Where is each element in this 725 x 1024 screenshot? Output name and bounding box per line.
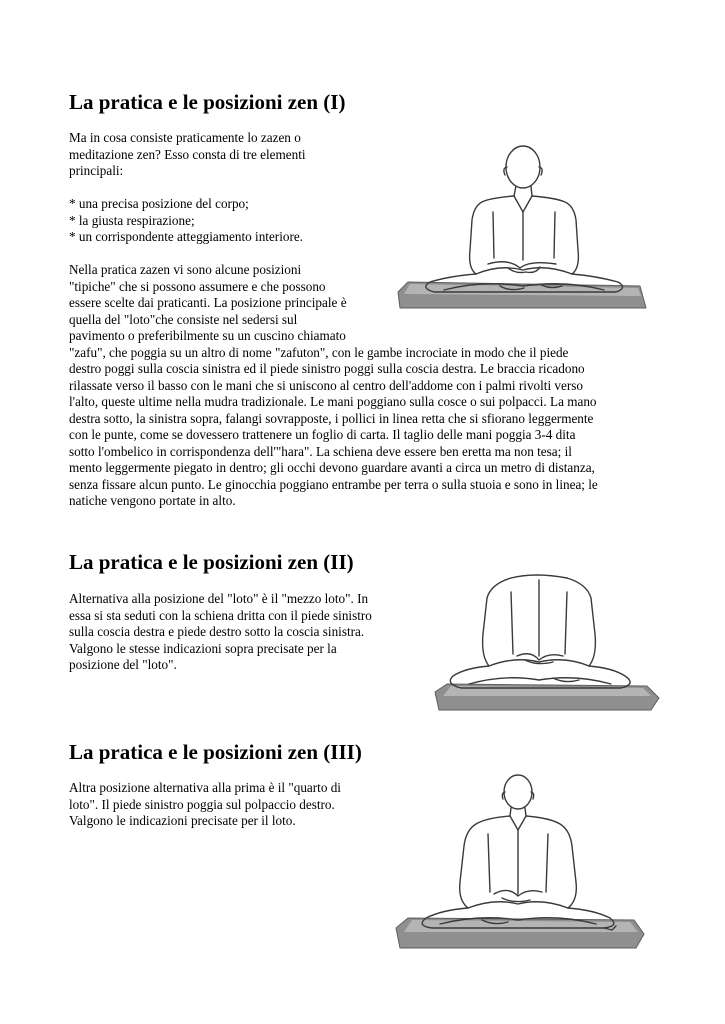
paragraph-line: con le punte, come se dovessero trattenere un foglio di carta. Il taglio delle mani poggia 3-4 dita [69, 427, 576, 442]
paragraph-line: quella del "loto"che consiste nel sedersi sul [69, 311, 298, 327]
paragraph-line: natiche vengono portate in alto. [69, 493, 236, 508]
section-3-body [69, 780, 341, 830]
paragraph-line: l'alto, queste ultime nella mudra tradizionale. Le mani poggiano sulla cosce o sui polpacci. La mano [69, 394, 597, 409]
paragraph-line: sulla coscia destra e piede destro sotto la coscia sinistra. [69, 624, 365, 639]
paragraph-line: loto". Il piede sinistro poggia sul polpaccio destro. [69, 796, 335, 812]
paragraph-line: Alternativa alla posizione del "loto" è il "mezzo loto". In [69, 591, 369, 606]
paragraph-line: Valgono le indicazioni precisate per il loto. [69, 813, 296, 828]
paragraph-line: posizione del "loto". [69, 657, 177, 672]
list-item: * la giusta respirazione; [69, 212, 195, 228]
paragraph-line: mento leggermente piegato in dentro; gli occhi devono guardare avanti a circa un metro di distanza, [69, 460, 595, 475]
paragraph-line: Valgono le stesse indicazioni sopra precisate per la [69, 640, 337, 656]
paragraph-line: senza fissare alcun punto. Le ginocchia poggiano entrambe per terra o sulla stuoia e sono in linea; le [69, 476, 598, 492]
paragraph-line: essa si sta seduti con la schiena dritta con il piede sinistro [69, 607, 372, 623]
full-lotus-illustration [390, 140, 650, 330]
paragraph-line: Ma in cosa consiste praticamente lo zazen o [69, 130, 301, 145]
paragraph-line: Nella pratica zazen vi sono alcune posizioni [69, 262, 302, 277]
section-3-title: La pratica e le posizioni zen (III) [69, 740, 362, 764]
quarter-lotus-illustration [390, 770, 650, 955]
half-lotus-illustration [425, 570, 665, 720]
paragraph-line: sotto l'ombelico in corrispondenza dell'"hara". La schiena deve essere ben eretta ma non tesa; il [69, 443, 572, 459]
paragraph-line: destra sotto, la sinistra sopra, falangi sovrapposte, i pollici in linea retta che si sfiorano leggermente [69, 410, 594, 426]
paragraph-line: destro poggi sulla coscia sinistra ed il piede sinistro poggi sulla coscia destra. Le braccia ricadono [69, 361, 585, 376]
paragraph-line: pavimento o preferibilmente su un cuscino chiamato [69, 328, 346, 343]
section-2-body [69, 591, 372, 674]
paragraph-line: "tipiche" che si possono assumere e che possono [69, 278, 326, 294]
paragraph-line: principali: [69, 163, 124, 178]
paragraph-line: essere scelte dai praticanti. La posizione principale è [69, 295, 347, 310]
section-2-title: La pratica e le posizioni zen (II) [69, 550, 354, 574]
section-1-title: La pratica e le posizioni zen (I) [69, 90, 346, 114]
paragraph-line: "zafu", che poggia su un altro di nome "zafuton", con le gambe incrociate in modo che il piede [69, 344, 569, 360]
paragraph-line: meditazione zen? Esso consta di tre elementi [69, 146, 306, 162]
list-item: * una precisa posizione del corpo; [69, 196, 249, 211]
paragraph-line: Altra posizione alternativa alla prima è il "quarto di [69, 780, 341, 795]
paragraph-line: rilassate verso il basso con le mani che si uniscono al centro dell'addome con i palmi rivolti verso [69, 377, 583, 393]
list-item: * un corrispondente atteggiamento interiore. [69, 229, 304, 244]
